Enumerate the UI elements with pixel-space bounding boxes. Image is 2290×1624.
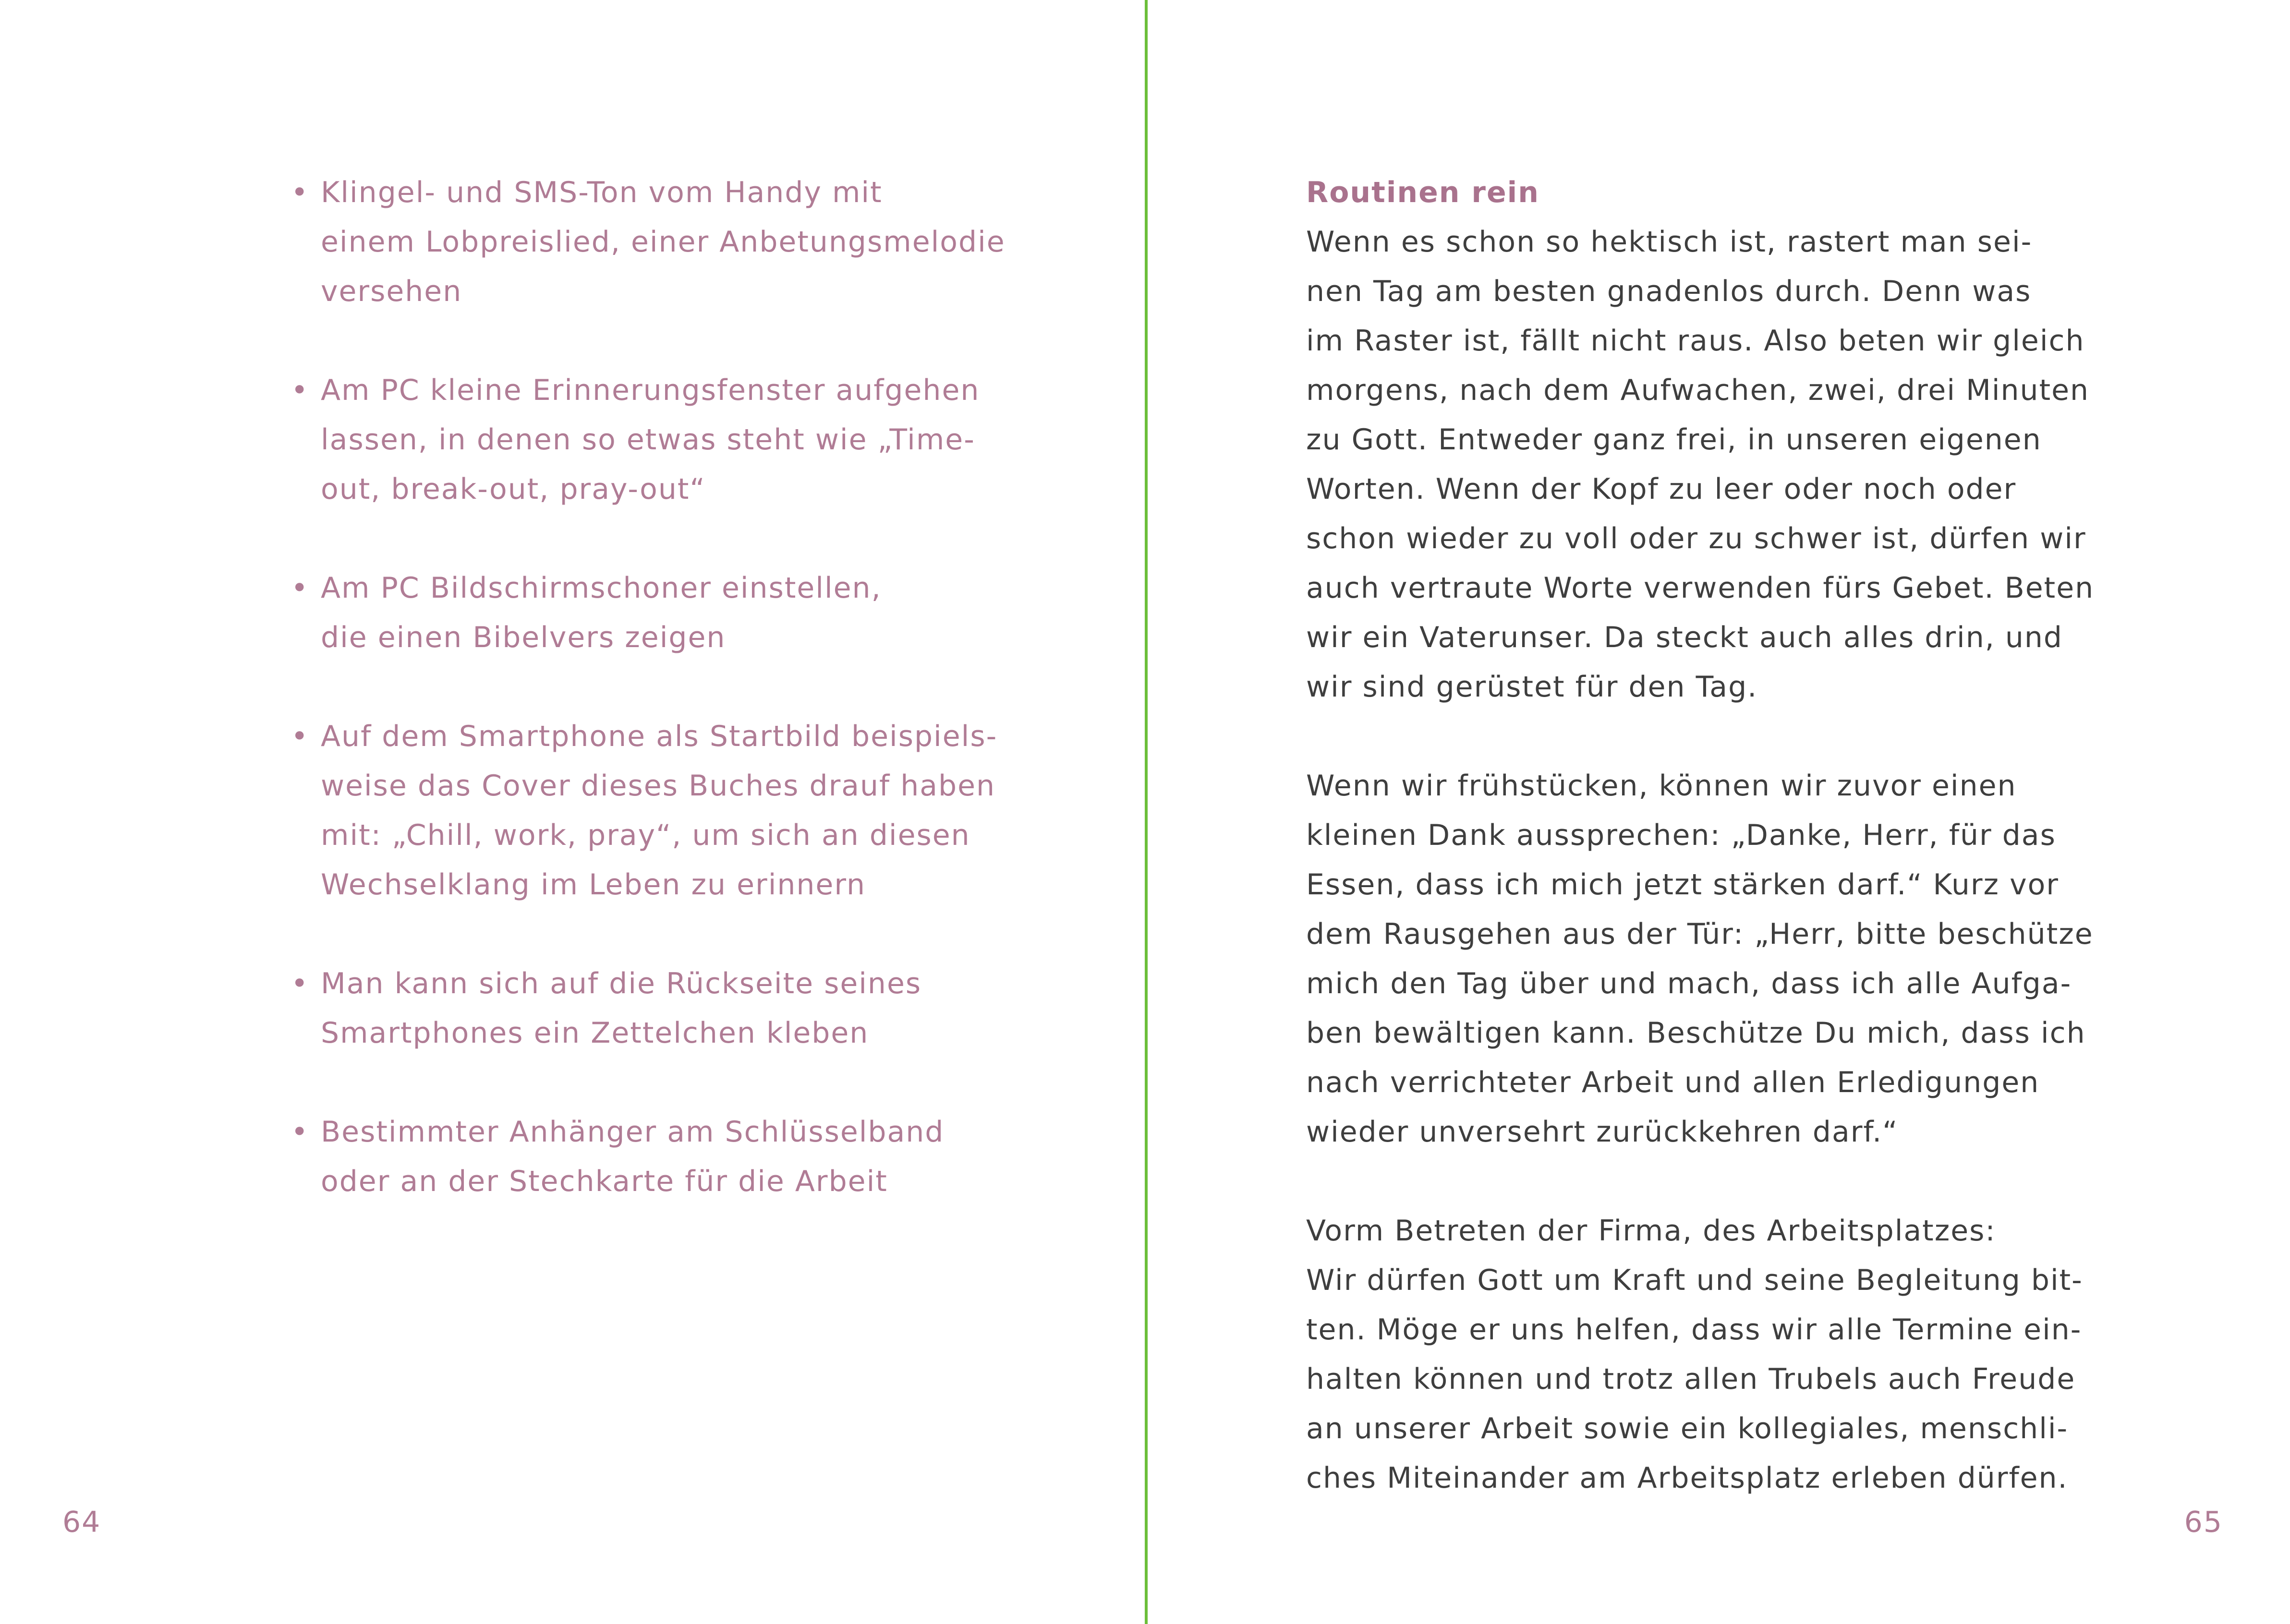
text-line: out, break-out, pray-out“ bbox=[321, 472, 706, 506]
bullet-icon: • bbox=[291, 967, 309, 1000]
text-line: die einen Bibelvers zeigen bbox=[321, 621, 726, 654]
text-line: mit: „Chill, work, pray“, um sich an diesen bbox=[321, 818, 970, 852]
text-line: einem Lobpreislied, einer Anbetungsmelodie bbox=[321, 225, 1006, 259]
text-line: Smartphones ein Zettelchen kleben bbox=[321, 1016, 869, 1050]
text-line: Am PC Bildschirmschoner einstellen, bbox=[321, 571, 882, 605]
text-line: wieder unversehrt zurückkehren darf.“ bbox=[1306, 1115, 1899, 1149]
text-line: ten. Möge er uns helfen, dass wir alle Termine ein- bbox=[1306, 1313, 2082, 1347]
list-item bbox=[288, 366, 1008, 514]
text-line: ben bewältigen kann. Beschütze Du mich, dass ich bbox=[1306, 1016, 2086, 1050]
text-line: mich den Tag über und mach, dass ich alle Aufga- bbox=[1306, 967, 2072, 1000]
list-item bbox=[288, 564, 1008, 662]
text-line: Wenn es schon so hektisch ist, rastert man sei- bbox=[1306, 225, 2033, 259]
paragraph bbox=[1306, 1206, 2083, 1503]
page-number-left: 64 bbox=[62, 1505, 101, 1539]
text-line: halten können und trotz allen Trubels auch Freude bbox=[1306, 1362, 2076, 1396]
text-line: Worten. Wenn der Kopf zu leer oder noch oder bbox=[1306, 472, 2017, 506]
text-line: lassen, in denen so etwas steht wie „Time- bbox=[321, 423, 975, 457]
text-line: auch vertraute Worte verwenden fürs Gebet. Beten bbox=[1306, 571, 2095, 605]
list-item bbox=[288, 959, 1008, 1058]
text-line: Klingel- und SMS-Ton vom Handy mit bbox=[321, 176, 883, 209]
text-line: Am PC kleine Erinnerungsfenster aufgehen bbox=[321, 373, 980, 407]
text-line: versehen bbox=[321, 275, 462, 308]
bullet-icon: • bbox=[291, 1115, 309, 1149]
text-line: wir sind gerüstet für den Tag. bbox=[1306, 670, 1758, 704]
text-line: kleinen Dank aussprechen: „Danke, Herr, für das bbox=[1306, 818, 2056, 852]
text-line: Wir dürfen Gott um Kraft und seine Begleitung bit- bbox=[1306, 1263, 2083, 1297]
bullet-icon: • bbox=[291, 176, 309, 209]
text-line: im Raster ist, fällt nicht raus. Also beten wir gleich bbox=[1306, 324, 2085, 358]
text-line: nen Tag am besten gnadenlos durch. Denn was bbox=[1306, 275, 2032, 308]
text-line: zu Gott. Entweder ganz frei, in unseren eigenen bbox=[1306, 423, 2042, 457]
text-line: Wechselklang im Leben zu erinnern bbox=[321, 868, 866, 902]
paragraph bbox=[1306, 761, 2094, 1157]
text-line: nach verrichteter Arbeit und allen Erledigungen bbox=[1306, 1066, 2040, 1099]
list-item bbox=[288, 168, 1008, 316]
text-line: ches Miteinander am Arbeitsplatz erleben dürfen. bbox=[1306, 1461, 2068, 1495]
list-item bbox=[288, 712, 1008, 910]
text-line: Bestimmter Anhänger am Schlüsselband bbox=[321, 1115, 945, 1149]
text-line: schon wieder zu voll oder zu schwer ist, dürfen wir bbox=[1306, 522, 2086, 555]
list-item-text bbox=[321, 959, 1008, 1058]
section-heading: Routinen rein bbox=[1306, 176, 1539, 209]
body-text-block bbox=[1306, 168, 2095, 1503]
page-number-right: 65 bbox=[2184, 1505, 2223, 1539]
text-line: Auf dem Smartphone als Startbild beispiels- bbox=[321, 720, 998, 753]
list-item-text bbox=[321, 1107, 1008, 1206]
bullet-icon: • bbox=[291, 720, 309, 753]
list-item-text bbox=[321, 168, 1008, 316]
bullet-list bbox=[288, 168, 1008, 1206]
text-line: wir ein Vaterunser. Da steckt auch alles drin, und bbox=[1306, 621, 2063, 654]
text-line: weise das Cover dieses Buches drauf haben bbox=[321, 769, 996, 803]
text-line: Wenn wir frühstücken, können wir zuvor einen bbox=[1306, 769, 2017, 803]
list-item bbox=[288, 1107, 1008, 1206]
bullet-icon: • bbox=[291, 373, 309, 407]
text-line: an unserer Arbeit sowie ein kollegiales, menschli- bbox=[1306, 1412, 2069, 1445]
text-line: morgens, nach dem Aufwachen, zwei, drei Minuten bbox=[1306, 373, 2090, 407]
list-item-text bbox=[321, 712, 1008, 910]
list-item-text bbox=[321, 564, 1008, 662]
text-line: dem Rausgehen aus der Tür: „Herr, bitte beschütze bbox=[1306, 917, 2094, 951]
text-line: Essen, dass ich mich jetzt stärken darf.“ Kurz vor bbox=[1306, 868, 2059, 902]
paragraph bbox=[1306, 217, 2095, 712]
text-line: oder an der Stechkarte für die Arbeit bbox=[321, 1165, 888, 1198]
text-line: Man kann sich auf die Rückseite seines bbox=[321, 967, 922, 1000]
bullet-icon: • bbox=[291, 571, 309, 605]
list-item-text bbox=[321, 366, 1008, 514]
text-line: Vorm Betreten der Firma, des Arbeitsplatzes: bbox=[1306, 1214, 1996, 1248]
right-page bbox=[1148, 0, 2290, 1624]
